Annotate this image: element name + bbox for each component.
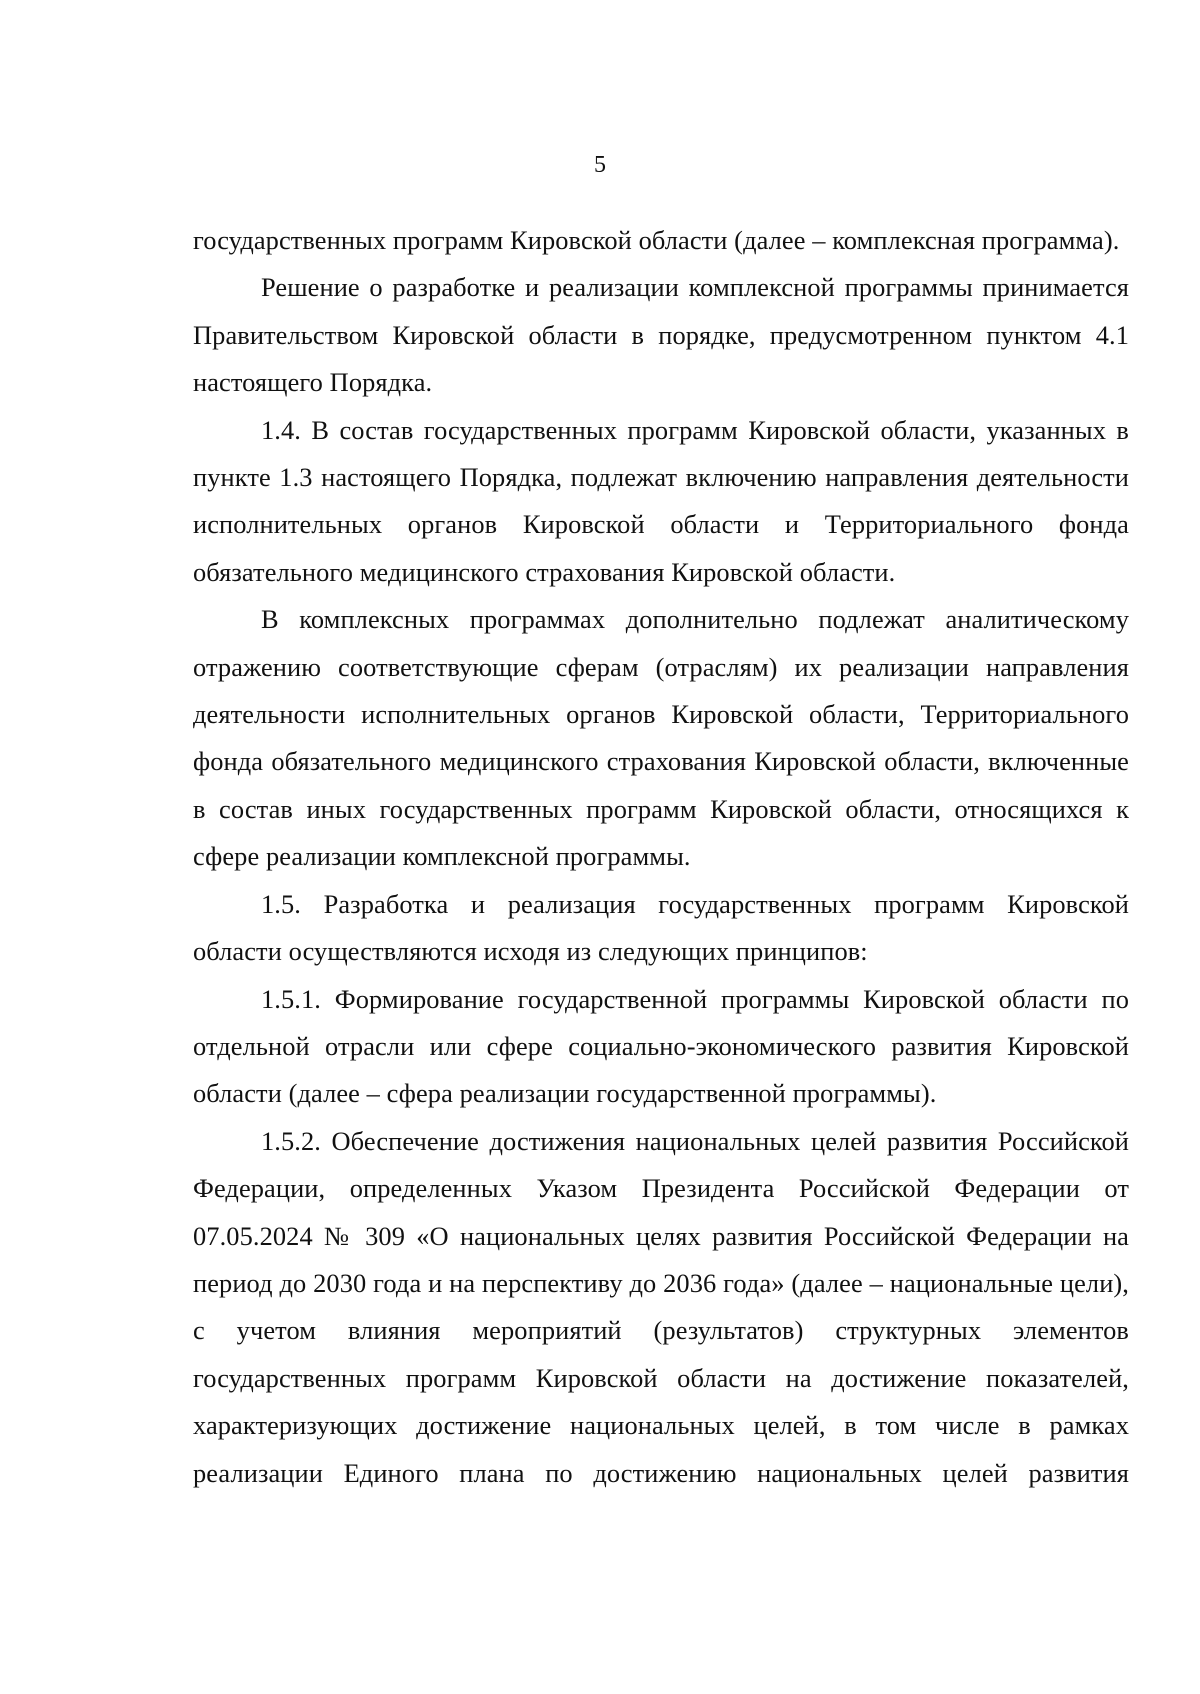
paragraph-1-5-2: 1.5.2. Обеспечение достижения национальных целей развития Российской Федерации, определенных Указом Президента Российской Федерации от 07.05.2024 № 309 «О национальных целях развития Российской Федерации на период до 2030 года и на перспективу до 2036 года» (далее – национальные цели), с учетом влияния мероприятий (результатов) структурных элементов государственных программ Кировской области на достижение показателей, характеризующих достижение национальных целей, в том числе в рамках реализации Единого плана по достижению национальных целей развития — [193, 1125, 1129, 1488]
paragraph-decision: Решение о разработке и реализации комплексной программы принимается Правительством Кировской области в порядке, предусмотренном пунктом 4.1 настоящего Порядка. — [193, 272, 1129, 398]
paragraph-1-5-1: 1.5.1. Формирование государственной программы Кировской области по отдельной отрасли или сфере социально-экономического развития Кировской области (далее – сфера реализации государственной программы). — [193, 983, 1129, 1109]
document-body — [193, 217, 1129, 1497]
paragraph-continuation: государственных программ Кировской области (далее – комплексная программа). — [193, 225, 1120, 255]
paragraph-complex-programs: В комплексных программах дополнительно подлежат аналитическому отражению соответствующие сферам (отраслям) их реализации направления деятельности исполнительных органов Кировской области, Территориального фонда обязательного медицинского страхования Кировской области, включенные в состав иных государственных программ Кировской области, относящихся к сфере реализации комплексной программы. — [193, 604, 1129, 872]
page-number: 5 — [594, 152, 606, 178]
paragraph-1-4: 1.4. В состав государственных программ Кировской области, указанных в пункте 1.3 настоящего Порядка, подлежат включению направления деятельности исполнительных органов Кировской области и Территориального фонда обязательного медицинского страхования Кировской области. — [193, 414, 1129, 587]
paragraph-1-5: 1.5. Разработка и реализация государственных программ Кировской области осуществляются исходя из следующих принципов: — [193, 888, 1129, 967]
